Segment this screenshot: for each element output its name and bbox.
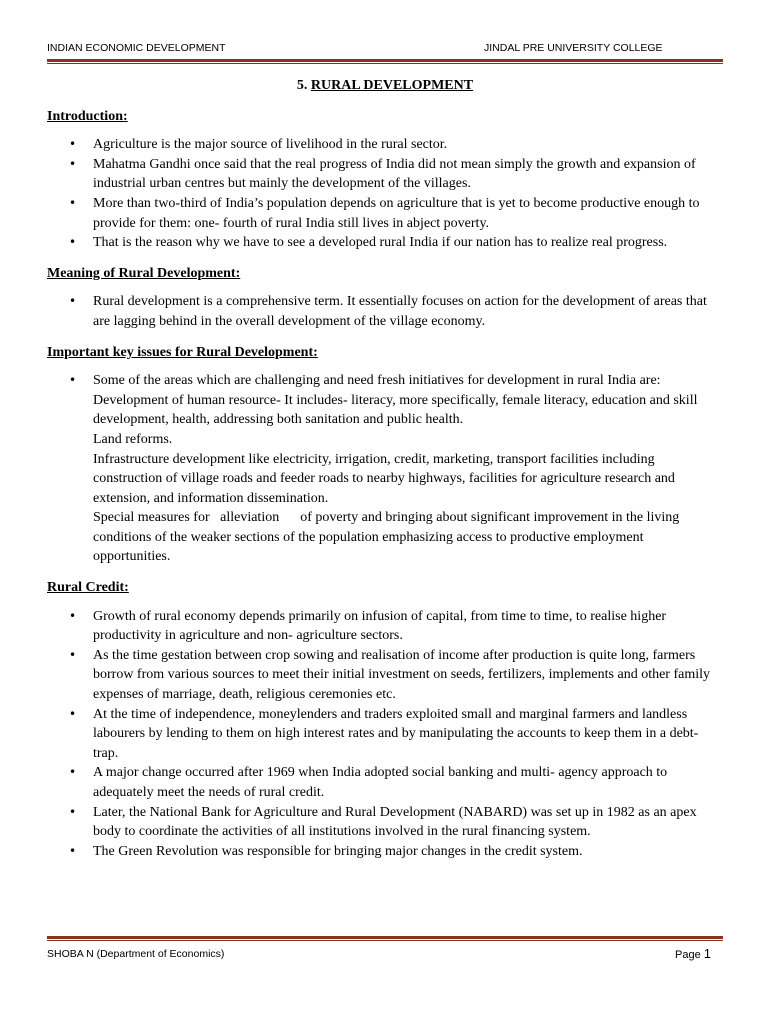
page-label: Page xyxy=(675,949,704,961)
list-item: • The Green Revolution was responsible for bringing major changes in the credit system. xyxy=(47,842,723,862)
key-issue-line: Special measures for alleviation of poverty and bringing about significant improvement in the living conditions of the weaker sections of the population emphasizing access to productive employment opportunities. xyxy=(93,510,683,565)
header-rule xyxy=(47,59,723,64)
list-key-issues xyxy=(47,371,723,567)
list-item: • Growth of rural economy depends primarily on infusion of capital, from time to time, to realise higher productivity in agriculture and non- agriculture sectors. xyxy=(47,607,723,646)
page-title xyxy=(47,76,723,96)
list-item: • Rural development is a comprehensive term. It essentially focuses on action for the development of areas that are lagging behind in the overall development of the village economy. xyxy=(47,292,723,331)
list-introduction xyxy=(47,135,723,253)
list-item: • Later, the National Bank for Agriculture and Rural Development (NABARD) was set up in 1982 as an apex body to coordinate the activities of all institutions involved in the rural financing system. xyxy=(47,803,723,842)
header-college: JINDAL PRE UNIVERSITY COLLEGE xyxy=(484,42,663,54)
title-text: RURAL DEVELOPMENT xyxy=(310,78,474,93)
list-item: • That is the reason why we have to see a developed rural India if our nation has to realize real progress. xyxy=(47,233,723,253)
list-meaning xyxy=(47,292,723,331)
key-issue-line: Infrastructure development like electricity, irrigation, credit, marketing, transport facilities including construction of village roads and feeder roads to nearby highways, facilities for agriculture research and extension, and information dissemination. xyxy=(93,451,675,506)
list-item: • At the time of independence, moneylenders and traders exploited small and marginal farmers and landless labourers by lending to them on high interest rates and by manipulating the accounts to keep them in a debt-trap. xyxy=(47,705,723,764)
key-issue-line: Development of human resource- It includes- literacy, more specifically, female literacy, education and skill development, health, addressing both sanitation and public health. xyxy=(93,392,698,428)
key-issue-line: Land reforms. xyxy=(93,431,173,447)
page-number-value: 1 xyxy=(703,946,711,961)
list-item xyxy=(47,371,723,567)
page-header xyxy=(47,42,723,56)
list-item: • As the time gestation between crop sowing and realisation of income after production is quite long, farmers borrow from various sources to meet their initial investment on seeds, fertilizers, implements and other family expenses of marriage, death, religious ceremonies etc. xyxy=(47,646,723,705)
heading-key-issues: Important key issues for Rural Development: xyxy=(47,344,318,360)
page-number xyxy=(675,946,711,961)
page-footer xyxy=(47,946,723,964)
header-subject: INDIAN ECONOMIC DEVELOPMENT xyxy=(47,42,226,54)
heading-rural-credit: Rural Credit: xyxy=(47,580,129,596)
footer-rule xyxy=(47,936,723,941)
list-item: • Mahatma Gandhi once said that the real progress of India did not mean simply the growth and expansion of industrial urban centres but mainly the development of the villages. xyxy=(47,155,723,194)
list-item: • Agriculture is the major source of livelihood in the rural sector. xyxy=(47,135,723,155)
title-number: 5. xyxy=(296,78,311,93)
heading-meaning: Meaning of Rural Development: xyxy=(47,265,241,281)
heading-introduction: Introduction: xyxy=(47,108,128,124)
key-issues-intro: • Some of the areas which are challenging and need fresh initiatives for development in rural India are: xyxy=(93,373,661,389)
list-item: • A major change occurred after 1969 when India adopted social banking and multi- agency approach to adequately meet the needs of rural credit. xyxy=(47,763,723,802)
list-item: • More than two-third of India’s population depends on agriculture that is yet to become productive enough to provide for them: one- fourth of rural India still lives in abject poverty. xyxy=(47,194,723,233)
document-body xyxy=(47,76,723,872)
list-rural-credit xyxy=(47,607,723,862)
footer-author: SHOBA N (Department of Economics) xyxy=(47,948,225,960)
